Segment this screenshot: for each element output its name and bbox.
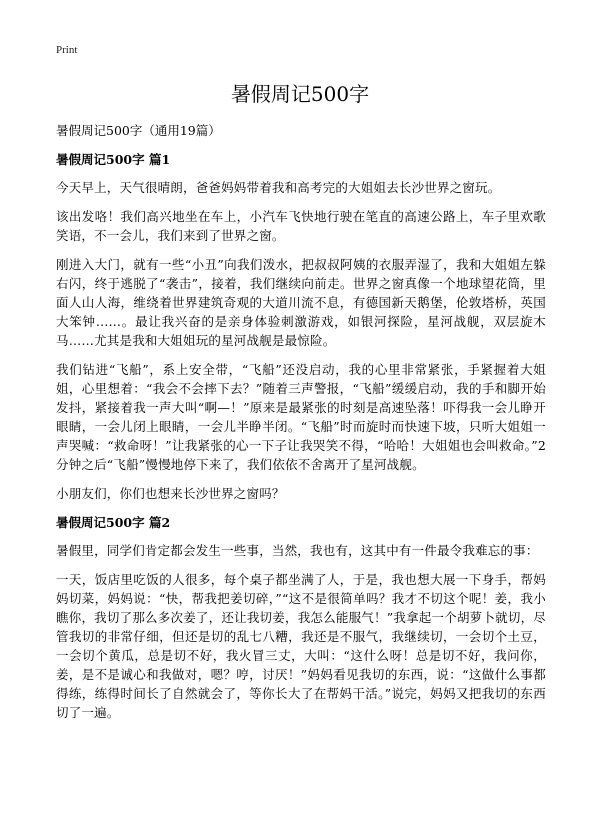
paragraph: 小朋友们，你们也想来长沙世界之窗吗？ xyxy=(56,486,285,501)
article-body xyxy=(56,150,546,732)
paragraph: 今天早上，天气很晴朗，爸爸妈妈带着我和高考完的大姐姐去长沙世界之窗玩。 xyxy=(56,180,501,195)
document-subtitle: 暑假周记500字（通用19篇） xyxy=(56,123,221,138)
print-link[interactable]: Print xyxy=(56,44,78,56)
section-1 xyxy=(56,150,546,503)
section-heading: 暑假周记500字 篇1 xyxy=(56,152,171,167)
paragraph: 暑假里，同学们肯定都会发生一些事，当然，我也有，这其中有一件最令我难忘的事： xyxy=(56,543,539,558)
page-title: 暑假周记500字 xyxy=(230,82,370,106)
paragraph: 一天，饭店里吃饭的人很多，每个桌子都坐满了人，于是，我也想大展一下身手，帮妈妈切菜，妈妈说：“快，帮我把姜切碎，”“这不是很简单吗？我才不切这个呢！姜，我小瞧你，我切了那么多次姜了，还让我切姜，我怎么能服气！”我拿起一个胡萝卜就切，尽管我切的非常仔细，但还是切的乱七八糟，我还是不服气，我继续切，一会切个土豆，一会切个黄瓜，总是切不好，我火冒三丈，大叫：“这什么呀！总是切不好，我问你，姜，是不是诚心和我做对，嗯？哼，讨厌！”妈妈看见我切的东西，说：“这做什么事都得练，练得时间长了自然就会了，等你长大了在帮妈干活。”说完，妈妈又把我切的东西切了一遍。 xyxy=(56,572,546,720)
section-heading: 暑假周记500字 篇2 xyxy=(56,515,171,530)
paragraph: 该出发咯！我们高兴地坐在车上，小汽车飞快地行驶在笔直的高速公路上，车子里欢歌笑语，不一会儿，我们来到了世界之窗。 xyxy=(56,209,546,243)
paragraph: 刚进入大门，就有一些“小丑”向我们泼水，把叔叔阿姨的衣服弄湿了，我和大姐姐左躲右闪，终于逃脱了“袭击”，接着，我们继续向前走。世界之窗真像一个地球望花筒，里面人山人海，维绕着世界建筑奇观的大道川流不息，有德国新天鹅堡，伦敦塔桥，英国大笨钟……。最让我兴奋的是亲身体验刺激游戏，如银河探险，星河战舰，双层旋木马……尤其是我和大姐姐玩的星河战舰是最惊险。 xyxy=(56,257,546,348)
section-2 xyxy=(56,513,546,722)
paragraph: 我们钻进“飞船”，系上安全带，“飞船”还没启动，我的心里非常紧张，手紧握着大姐姐，心里想着：“我会不会摔下去？”随着三声警报，“飞船”缓缓启动，我的手和脚开始发抖，紧接着我一声大叫“啊—！”原来是最紧张的时刻是高速坠落！吓得我一会儿睁开眼睛，一会儿闭上眼睛，一会儿半睁半闭。“飞船”时而旋时而快速下坡，只听大姐姐一声哭喊：“救命呀！”让我紧张的心一下子让我哭笑不得，“哈哈！大姐姐也会叫救命。”2分钟之后“飞船”慢慢地停下来了，我们依依不舍离开了星河战舰。 xyxy=(56,362,546,472)
